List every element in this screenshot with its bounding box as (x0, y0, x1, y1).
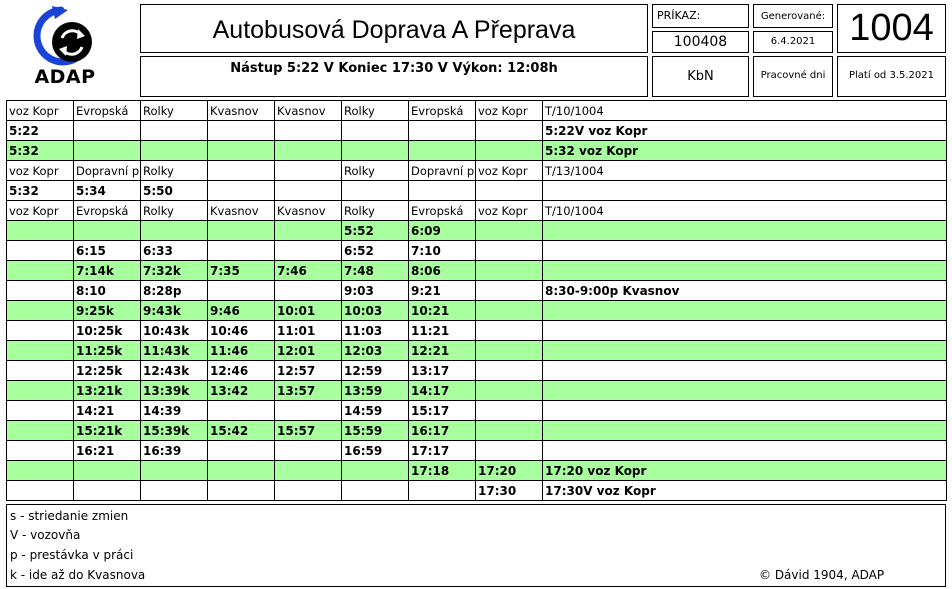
time-cell: 13:39k (141, 381, 208, 401)
table-row (7, 101, 947, 121)
time-cell (275, 141, 342, 161)
duty-number-box (837, 4, 946, 53)
time-cell (208, 221, 275, 241)
shift-info: Nástup 5:22 V Koniec 17:30 V Výkon: 12:08h (230, 61, 558, 76)
time-cell: 13:59 (342, 381, 409, 401)
time-cell (7, 401, 74, 421)
time-cell (476, 381, 543, 401)
time-cell: 15:57 (275, 421, 342, 441)
time-cell (208, 281, 275, 301)
generated-value: 6.4.2021 (770, 36, 816, 47)
time-cell (409, 121, 476, 141)
depot-box (652, 56, 749, 97)
time-cell (7, 281, 74, 301)
table-row (7, 341, 947, 361)
time-cell: Kvasnov (208, 201, 275, 221)
table-row (7, 121, 947, 141)
time-cell: 14:59 (342, 401, 409, 421)
time-cell: 15:21k (74, 421, 141, 441)
time-cell: Dopravní p (409, 161, 476, 181)
time-cell: voz Kopr (7, 201, 74, 221)
time-cell (409, 141, 476, 161)
note-cell (543, 221, 947, 241)
order-value: 100408 (673, 34, 728, 50)
table-row (7, 481, 947, 501)
note-cell (543, 241, 947, 261)
note-cell: 17:30V voz Kopr (543, 481, 947, 501)
time-cell: 7:14k (74, 261, 141, 281)
table-row (7, 401, 947, 421)
depot-code: KbN (687, 69, 714, 84)
time-cell (476, 141, 543, 161)
time-cell (476, 261, 543, 281)
time-cell: 7:46 (275, 261, 342, 281)
time-cell: 15:17 (409, 401, 476, 421)
time-cell: 13:57 (275, 381, 342, 401)
time-cell (7, 261, 74, 281)
time-cell: 12:21 (409, 341, 476, 361)
time-cell: 16:59 (342, 441, 409, 461)
time-cell: 5:52 (342, 221, 409, 241)
time-cell: 14:21 (74, 401, 141, 421)
time-cell: 17:20 (476, 461, 543, 481)
time-cell (141, 221, 208, 241)
table-row (7, 241, 947, 261)
time-cell: 6:52 (342, 241, 409, 261)
note-cell (543, 401, 947, 421)
table-row (7, 281, 947, 301)
time-cell (476, 241, 543, 261)
time-cell (74, 121, 141, 141)
time-cell: 12:46 (208, 361, 275, 381)
time-cell (476, 221, 543, 241)
time-cell: 13:17 (409, 361, 476, 381)
time-cell: 11:25k (74, 341, 141, 361)
time-cell (208, 121, 275, 141)
generated-label: Generované: (760, 11, 826, 22)
table-row (7, 221, 947, 241)
time-cell (208, 141, 275, 161)
legend-item: p - prestávka v práci (10, 548, 134, 562)
time-cell: voz Kopr (7, 161, 74, 181)
time-cell (208, 441, 275, 461)
order-value-box (652, 31, 749, 53)
time-cell: 6:09 (409, 221, 476, 241)
time-cell: Evropská (74, 101, 141, 121)
time-cell: 11:21 (409, 321, 476, 341)
title-box (140, 4, 648, 53)
time-cell (7, 361, 74, 381)
time-cell (342, 141, 409, 161)
valid-from-box (837, 56, 946, 97)
time-cell: 7:48 (342, 261, 409, 281)
time-cell: 6:33 (141, 241, 208, 261)
time-cell: 12:01 (275, 341, 342, 361)
legend-item: V - vozovňa (10, 528, 81, 542)
note-cell: 8:30-9:00p Kvasnov (543, 281, 947, 301)
time-cell (476, 181, 543, 201)
time-cell (208, 401, 275, 421)
time-cell (141, 461, 208, 481)
note-cell (543, 381, 947, 401)
table-row (7, 181, 947, 201)
time-cell: 5:32 (7, 141, 74, 161)
note-cell (543, 441, 947, 461)
time-cell (409, 181, 476, 201)
days-box (753, 56, 833, 97)
time-cell: 11:01 (275, 321, 342, 341)
time-cell: Rolky (342, 201, 409, 221)
time-cell: 16:39 (141, 441, 208, 461)
time-cell: 9:46 (208, 301, 275, 321)
time-cell (476, 121, 543, 141)
note-cell: T/13/1004 (543, 161, 947, 181)
time-cell: 17:17 (409, 441, 476, 461)
table-row (7, 361, 947, 381)
time-cell: 12:25k (74, 361, 141, 381)
time-cell: 12:59 (342, 361, 409, 381)
time-cell: Rolky (141, 201, 208, 221)
logo-text: ADAP (34, 66, 96, 88)
time-cell (7, 421, 74, 441)
note-cell (543, 341, 947, 361)
time-cell: 11:43k (141, 341, 208, 361)
time-cell: 8:06 (409, 261, 476, 281)
table-row (7, 261, 947, 281)
table-row (7, 461, 947, 481)
time-cell (342, 181, 409, 201)
time-cell (275, 461, 342, 481)
time-cell (275, 181, 342, 201)
legend-box (6, 504, 946, 587)
time-cell (476, 341, 543, 361)
time-cell (275, 401, 342, 421)
time-cell: 12:57 (275, 361, 342, 381)
generated-value-box (753, 31, 833, 53)
duty-number: 1004 (849, 7, 934, 49)
time-cell: 16:21 (74, 441, 141, 461)
time-cell: Rolky (342, 161, 409, 181)
time-cell: 5:22 (7, 121, 74, 141)
time-cell: Dopravní p (74, 161, 141, 181)
time-cell (7, 381, 74, 401)
schedule-table (6, 100, 947, 501)
time-cell (275, 241, 342, 261)
time-cell (342, 481, 409, 501)
time-cell (275, 121, 342, 141)
time-cell: 10:03 (342, 301, 409, 321)
time-cell (7, 341, 74, 361)
time-cell (7, 241, 74, 261)
order-label: PRÍKAZ: (657, 9, 701, 22)
time-cell (476, 401, 543, 421)
time-cell: Kvasnov (275, 201, 342, 221)
generated-label-box (753, 4, 833, 28)
time-cell: Evropská (74, 201, 141, 221)
time-cell (275, 161, 342, 181)
time-cell: 9:25k (74, 301, 141, 321)
time-cell: 11:03 (342, 321, 409, 341)
time-cell (74, 141, 141, 161)
time-cell: voz Kopr (476, 101, 543, 121)
time-cell: 10:43k (141, 321, 208, 341)
time-cell: 15:39k (141, 421, 208, 441)
order-label-box (652, 4, 749, 28)
time-cell: Kvasnov (208, 101, 275, 121)
time-cell: 8:28p (141, 281, 208, 301)
time-cell: 15:42 (208, 421, 275, 441)
note-cell: T/10/1004 (543, 201, 947, 221)
time-cell: 16:17 (409, 421, 476, 441)
table-row (7, 161, 947, 181)
time-cell (476, 441, 543, 461)
time-cell: 9:43k (141, 301, 208, 321)
time-cell: voz Kopr (7, 101, 74, 121)
table-row (7, 321, 947, 341)
time-cell: 10:46 (208, 321, 275, 341)
time-cell: 8:10 (74, 281, 141, 301)
time-cell (7, 221, 74, 241)
time-cell: 5:32 (7, 181, 74, 201)
time-cell (476, 321, 543, 341)
company-title: Autobusová Doprava A Přeprava (212, 16, 576, 44)
time-cell: 9:21 (409, 281, 476, 301)
time-cell (275, 441, 342, 461)
time-cell (7, 441, 74, 461)
time-cell: Rolky (141, 101, 208, 121)
time-cell: 13:21k (74, 381, 141, 401)
time-cell (409, 481, 476, 501)
time-cell: 17:30 (476, 481, 543, 501)
shift-info-box (140, 56, 648, 97)
time-cell (275, 281, 342, 301)
note-cell (543, 261, 947, 281)
time-cell: Evropská (409, 201, 476, 221)
note-cell: T/10/1004 (543, 101, 947, 121)
time-cell (476, 421, 543, 441)
time-cell: 11:46 (208, 341, 275, 361)
table-row (7, 381, 947, 401)
table-row (7, 441, 947, 461)
time-cell (141, 141, 208, 161)
time-cell (141, 121, 208, 141)
time-cell: 6:15 (74, 241, 141, 261)
operating-days: Pracovné dni (760, 70, 826, 81)
time-cell (208, 161, 275, 181)
time-cell: 14:39 (141, 401, 208, 421)
table-row (7, 141, 947, 161)
time-cell: Rolky (141, 161, 208, 181)
time-cell (7, 301, 74, 321)
time-cell: voz Kopr (476, 201, 543, 221)
note-cell (543, 181, 947, 201)
note-cell (543, 301, 947, 321)
note-cell (543, 361, 947, 381)
time-cell: 12:03 (342, 341, 409, 361)
time-cell: 5:34 (74, 181, 141, 201)
time-cell (208, 181, 275, 201)
time-cell (141, 481, 208, 501)
note-cell (543, 321, 947, 341)
time-cell (74, 221, 141, 241)
copyright: © Dávid 1904, ADAP (759, 568, 885, 582)
time-cell: 10:21 (409, 301, 476, 321)
time-cell: 14:17 (409, 381, 476, 401)
note-cell: 5:22V voz Kopr (543, 121, 947, 141)
time-cell (476, 281, 543, 301)
note-cell (543, 421, 947, 441)
time-cell (74, 481, 141, 501)
note-cell: 17:20 voz Kopr (543, 461, 947, 481)
adap-logo (28, 4, 102, 90)
time-cell (342, 461, 409, 481)
time-cell: 9:03 (342, 281, 409, 301)
time-cell: 7:35 (208, 261, 275, 281)
time-cell: 10:25k (74, 321, 141, 341)
legend-item: k - ide až do Kvasnova (10, 568, 146, 582)
time-cell: voz Kopr (476, 161, 543, 181)
table-row (7, 301, 947, 321)
time-cell (476, 301, 543, 321)
time-cell: 7:32k (141, 261, 208, 281)
time-cell: 7:10 (409, 241, 476, 261)
note-cell: 5:32 voz Kopr (543, 141, 947, 161)
valid-from: Platí od 3.5.2021 (849, 70, 934, 81)
time-cell (74, 461, 141, 481)
time-cell (208, 461, 275, 481)
time-cell: 17:18 (409, 461, 476, 481)
time-cell (7, 481, 74, 501)
time-cell: 13:42 (208, 381, 275, 401)
time-cell (476, 361, 543, 381)
time-cell: 12:43k (141, 361, 208, 381)
time-cell (208, 481, 275, 501)
table-row (7, 201, 947, 221)
time-cell: 5:50 (141, 181, 208, 201)
time-cell: Kvasnov (275, 101, 342, 121)
time-cell: Evropská (409, 101, 476, 121)
time-cell: Rolky (342, 101, 409, 121)
logo-arrows-icon (28, 4, 102, 68)
time-cell (275, 221, 342, 241)
legend-item: s - striedanie zmien (10, 509, 129, 523)
time-cell: 15:59 (342, 421, 409, 441)
time-cell (208, 241, 275, 261)
time-cell: 10:01 (275, 301, 342, 321)
time-cell (342, 121, 409, 141)
time-cell (275, 481, 342, 501)
time-cell (7, 321, 74, 341)
time-cell (7, 461, 74, 481)
table-row (7, 421, 947, 441)
